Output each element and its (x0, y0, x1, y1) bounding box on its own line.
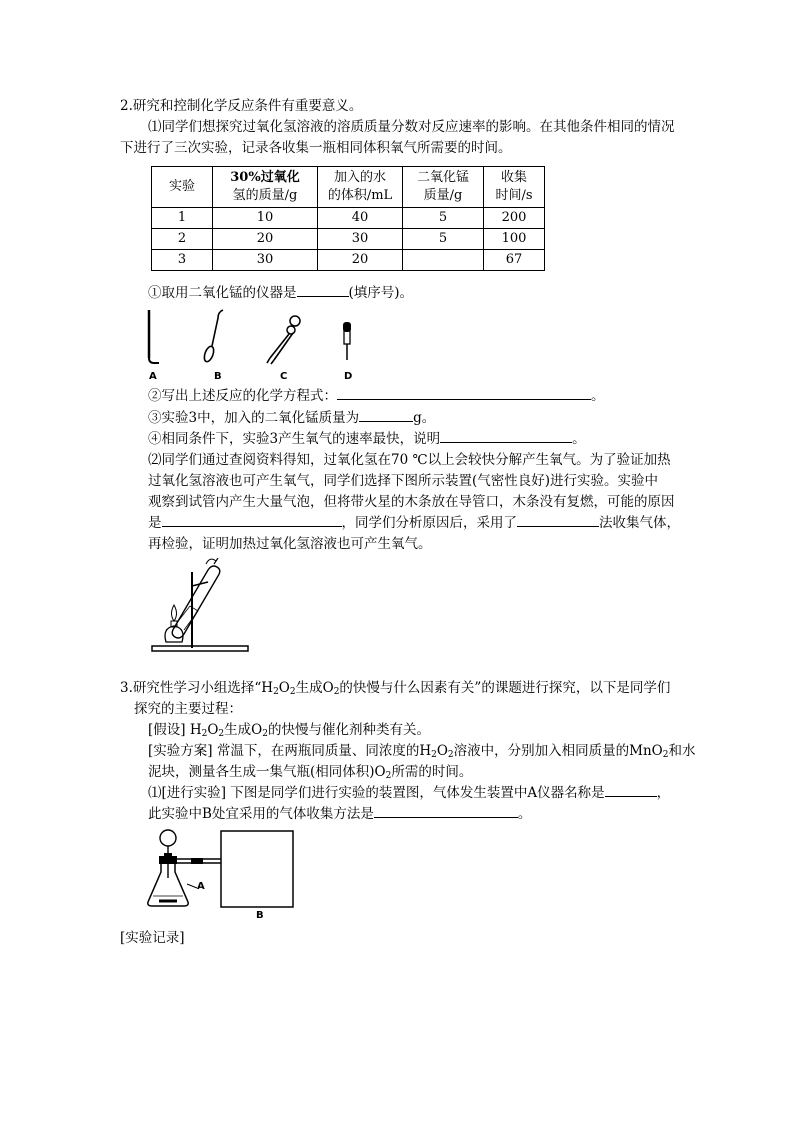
table-cell: 200 (484, 208, 545, 229)
apparatus-label-b: B (256, 910, 264, 921)
test-tube-icon (172, 558, 220, 638)
table-cell: 40 (318, 208, 403, 229)
table-header-row (152, 167, 545, 208)
iron-stand-icon (152, 572, 248, 651)
q2-part2-text: ⑵同学们通过查阅资料得知，过氧化氢在70 ℃以上会较快分解产生氧气。为了验证加热 (148, 452, 671, 468)
answer-blank[interactable] (605, 782, 657, 797)
q2-sub3: ③实验3中，加入的二氧化锰质量为 g。 (148, 407, 435, 429)
tongs-c-icon (267, 316, 300, 364)
q2-title: 2.研究和控制化学反应条件有重要意义。 (120, 98, 363, 114)
table-cell: 1 (152, 208, 213, 229)
experiment-table (151, 166, 545, 271)
table-cell (403, 250, 484, 271)
instrument-label-d: D (344, 371, 353, 382)
spoon-b-icon (203, 310, 223, 363)
q3-hypothesis: [假设] $H_2O_2$生成$O_2$的快慢与催化剂种类有关。 (148, 722, 430, 739)
q2-part2-text: 是 ，同学们分析原因后，采用了 法收集气体， (148, 512, 680, 534)
instrument-label-c: C (280, 371, 288, 382)
instrument-label-b: B (214, 371, 222, 382)
collection-box-b (221, 831, 293, 907)
table-row (152, 250, 545, 271)
table-cell: 67 (484, 250, 545, 271)
table-header: 30%过氧化 氢的质量/g (213, 167, 318, 208)
instruments-figure (140, 306, 370, 382)
table-cell: 20 (213, 229, 318, 250)
q3-plan-cont: 泥块，测量各生成一集气瓶(相同体积)$O_2$所需的时间。 (148, 764, 473, 781)
q2-part1-text-cont: 下进行了三次实验，记录各收集一瓶相同体积氧气所需要的时间。 (120, 140, 512, 156)
table-cell: 30 (213, 250, 318, 271)
delivery-tube-icon (175, 858, 221, 864)
q3-plan: [实验方案] 常温下，在两瓶同质量、同浓度的$H_2O_2$溶液中，分别加入相同质量的MnO$_2$和水 (148, 743, 696, 760)
apparatus-label-a: A (197, 881, 205, 892)
q3-title: 3.研究性学习小组选择“$H_2O_2$生成$O_2$的快慢与什么因素有关”的课题进行探究，以下是同学们 (120, 680, 671, 697)
table-cell: 20 (318, 250, 403, 271)
table-header: 实验 (152, 167, 213, 208)
table-cell: 30 (318, 229, 403, 250)
q2-part2-text: 过氧化氢溶液也可产生氧气，同学们选择下图所示装置(气密性良好)进行实验。实验中 (148, 473, 659, 489)
table-cell: 5 (403, 208, 484, 229)
answer-blank[interactable] (359, 407, 413, 422)
q3-procedure-cont: 此实验中B处宜采用的气体收集方法是 。 (148, 803, 531, 825)
answer-blank[interactable] (374, 803, 518, 818)
q3-title-cont: 探究的主要过程： (134, 701, 242, 717)
q2-part1-text: ⑴同学们想探究过氧化氢溶液的溶质质量分数对反应速率的影响。在其他条件相同的情况 (148, 119, 675, 135)
spatula-a-icon (149, 310, 159, 363)
gas-apparatus-figure (145, 826, 305, 916)
table-header: 加入的水 的体积/mL (318, 167, 403, 208)
heating-apparatus-figure (150, 558, 250, 654)
table-cell: 2 (152, 229, 213, 250)
table-cell: 5 (403, 229, 484, 250)
q2-part2-text: 再检验，证明加热过氧化氢溶液也可产生氧气。 (148, 536, 432, 552)
separatory-funnel-icon (160, 830, 176, 878)
instrument-label-a: A (149, 371, 157, 382)
q2-sub1: ①取用二氧化锰的仪器是 (填序号)。 (148, 282, 413, 304)
q3-record-heading: [实验记录] (120, 930, 185, 946)
q2-sub4: ④相同条件下，实验3产生氧气的速率最快，说明 。 (148, 428, 586, 450)
table-cell: 100 (484, 229, 545, 250)
table-cell: 10 (213, 208, 318, 229)
q2-sub2: ②写出上述反应的化学方程式： 。 (148, 385, 605, 407)
q2-part2-text: 观察到试管内产生大量气泡，但将带火星的木条放在导管口，木条没有复燃，可能的原因 (148, 494, 675, 510)
answer-blank[interactable] (517, 512, 599, 527)
table-header: 二氧化锰 质量/g (403, 167, 484, 208)
table-header: 收集 时间/s (484, 167, 545, 208)
answer-blank[interactable] (162, 512, 342, 527)
answer-blank[interactable] (440, 428, 572, 443)
q3-procedure: ⑴[进行实验] 下图是同学们进行实验的装置图，气体发生装置中A仪器名称是 ， (148, 782, 670, 804)
dropper-d-icon (343, 322, 351, 360)
answer-blank[interactable] (337, 385, 591, 400)
table-row (152, 229, 545, 250)
answer-blank[interactable] (297, 282, 349, 297)
table-row (152, 208, 545, 229)
table-cell: 3 (152, 250, 213, 271)
